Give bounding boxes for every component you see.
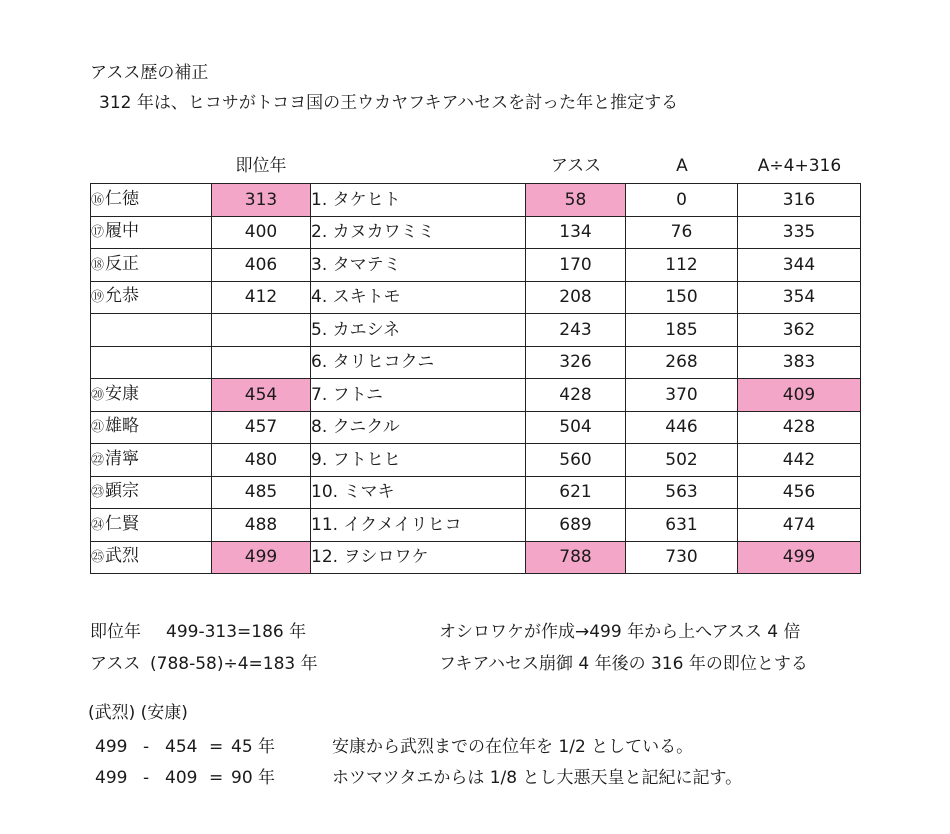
comparison-line1-op: - [143, 737, 150, 757]
table-row [91, 509, 861, 542]
calc-cell: 428 [738, 411, 861, 444]
emperor-cell [91, 476, 212, 509]
table-row [91, 541, 861, 574]
a-value-cell: 446 [626, 411, 738, 444]
asusu-cell: 58 [526, 184, 626, 217]
a-value-cell: 112 [626, 249, 738, 282]
emperor-cell [91, 216, 212, 249]
emperor-name: 仁賢 [105, 513, 140, 534]
table-row [91, 314, 861, 347]
hotsuma-name-cell: 10. ミマキ [311, 476, 526, 509]
hotsuma-name-cell: 2. カヌカワミミ [311, 216, 526, 249]
a-value-cell: 563 [626, 476, 738, 509]
calc-cell: 344 [738, 249, 861, 282]
accession-year-cell: 485 [212, 476, 311, 509]
hotsuma-name-cell: 3. タマテミ [311, 249, 526, 282]
asusu-cell: 621 [526, 476, 626, 509]
comparison-line2-eq: = [209, 768, 224, 788]
comparison-line1-b: 454 [165, 737, 198, 757]
asusu-cell: 170 [526, 249, 626, 282]
reign-number: ⑱ [91, 257, 105, 273]
page-subtitle: 312 年は、ヒコサがトコヨ国の王ウカヤフキアハセスを討った年と推定する [99, 93, 679, 113]
hotsuma-name-cell: 8. クニクル [311, 411, 526, 444]
emperor-cell [91, 314, 212, 347]
comparison-line1-a: 499 [95, 737, 128, 757]
header-a-formula: A÷4+316 [757, 156, 842, 176]
comparison-heading: (武烈) (安康) [88, 703, 188, 723]
emperor-name: 雄略 [105, 416, 140, 437]
hotsuma-name-cell: 11. イクメイリヒコ [311, 509, 526, 542]
table-row [91, 346, 861, 379]
table-row [91, 379, 861, 412]
a-value-cell: 268 [626, 346, 738, 379]
emperor-name: 安康 [105, 383, 140, 404]
hotsuma-name-cell: 4. スキトモ [311, 281, 526, 314]
asusu-note-label: アスス [90, 654, 141, 674]
emperor-cell [91, 346, 212, 379]
asusu-cell: 243 [526, 314, 626, 347]
asusu-cell: 326 [526, 346, 626, 379]
table-row [91, 249, 861, 282]
emperor-cell [91, 541, 212, 574]
table-row [91, 411, 861, 444]
calc-cell: 335 [738, 216, 861, 249]
emperor-cell [91, 249, 212, 282]
accession-year-cell: 313 [212, 184, 311, 217]
reign-number: ㉕ [91, 550, 105, 566]
hotsuma-name-cell: 6. タリヒコクニ [311, 346, 526, 379]
calc-cell: 456 [738, 476, 861, 509]
right-note-2: フキアハセス崩御 4 年後の 316 年の即位とする [439, 654, 808, 674]
emperor-cell [91, 184, 212, 217]
asusu-cell: 134 [526, 216, 626, 249]
reign-number: ㉓ [91, 485, 105, 501]
a-value-cell: 730 [626, 541, 738, 574]
comparison-line2-note: ホツマツタエからは 1/8 とし大悪天皇と記紀に記す。 [332, 768, 743, 788]
emperor-name: 履中 [105, 221, 140, 242]
asusu-cell: 689 [526, 509, 626, 542]
asusu-cell: 560 [526, 444, 626, 477]
emperor-cell [91, 411, 212, 444]
header-a: A [676, 156, 688, 176]
accession-year-cell: 412 [212, 281, 311, 314]
emperor-cell [91, 281, 212, 314]
a-value-cell: 631 [626, 509, 738, 542]
calc-cell: 354 [738, 281, 861, 314]
a-value-cell: 502 [626, 444, 738, 477]
calc-cell: 383 [738, 346, 861, 379]
sokui-note-label: 即位年 [90, 622, 141, 642]
reign-number: ⑲ [91, 290, 105, 306]
a-value-cell: 370 [626, 379, 738, 412]
asusu-cell: 428 [526, 379, 626, 412]
accession-year-cell: 454 [212, 379, 311, 412]
table-row [91, 281, 861, 314]
emperor-name: 清寧 [105, 448, 140, 469]
a-value-cell: 150 [626, 281, 738, 314]
hotsuma-name-cell: 9. フトヒヒ [311, 444, 526, 477]
emperor-cell [91, 444, 212, 477]
asusu-cell: 788 [526, 541, 626, 574]
emperor-name: 武烈 [105, 546, 140, 567]
comparison-line1-eq: = [209, 737, 224, 757]
table-row [91, 444, 861, 477]
asusu-cell: 504 [526, 411, 626, 444]
calc-cell: 474 [738, 509, 861, 542]
reign-number: ⑳ [91, 387, 105, 403]
header-asusu: アスス [550, 156, 602, 176]
calc-cell: 409 [738, 379, 861, 412]
comparison-line2-result: 90 年 [231, 768, 276, 788]
calc-cell: 316 [738, 184, 861, 217]
hotsuma-name-cell: 7. フトニ [311, 379, 526, 412]
emperor-name: 允恭 [105, 286, 140, 307]
accession-year-cell [212, 346, 311, 379]
accession-year-cell: 488 [212, 509, 311, 542]
accession-year-cell: 400 [212, 216, 311, 249]
accession-year-cell: 480 [212, 444, 311, 477]
right-note-1: オシロワケが作成→499 年から上へアスス 4 倍 [439, 622, 801, 642]
reign-number: ㉔ [91, 517, 105, 533]
hotsuma-name-cell: 1. タケヒト [311, 184, 526, 217]
table-row [91, 216, 861, 249]
emperor-cell [91, 509, 212, 542]
accession-year-cell [212, 314, 311, 347]
sokui-note-calc: 499-313=186 年 [166, 622, 307, 642]
correction-table [90, 183, 861, 574]
hotsuma-name-cell: 12. ヲシロワケ [311, 541, 526, 574]
a-value-cell: 76 [626, 216, 738, 249]
hotsuma-name-cell: 5. カエシネ [311, 314, 526, 347]
reign-number: ⑰ [91, 225, 105, 241]
comparison-line1-note: 安康から武烈までの在位年を 1/2 としている。 [332, 737, 694, 757]
a-value-cell: 185 [626, 314, 738, 347]
asusu-note-calc: (788-58)÷4=183 年 [150, 654, 318, 674]
emperor-name: 顕宗 [105, 481, 140, 502]
calc-cell: 442 [738, 444, 861, 477]
comparison-line2-b: 409 [165, 768, 198, 788]
table-row [91, 184, 861, 217]
calc-cell: 362 [738, 314, 861, 347]
calc-cell: 499 [738, 541, 861, 574]
emperor-cell [91, 379, 212, 412]
reign-number: ㉑ [91, 420, 105, 436]
accession-year-cell: 457 [212, 411, 311, 444]
table-row [91, 476, 861, 509]
accession-year-cell: 406 [212, 249, 311, 282]
reign-number: ⑯ [91, 192, 105, 208]
asusu-cell: 208 [526, 281, 626, 314]
comparison-line1-result: 45 年 [231, 737, 276, 757]
reign-number: ㉒ [91, 452, 105, 468]
comparison-line2-a: 499 [95, 768, 128, 788]
header-sokui: 即位年 [235, 156, 287, 176]
comparison-line2-op: - [143, 768, 150, 788]
emperor-name: 反正 [105, 253, 140, 274]
page-title: アスス歴の補正 [90, 63, 209, 83]
accession-year-cell: 499 [212, 541, 311, 574]
emperor-name: 仁徳 [105, 188, 140, 209]
a-value-cell: 0 [626, 184, 738, 217]
